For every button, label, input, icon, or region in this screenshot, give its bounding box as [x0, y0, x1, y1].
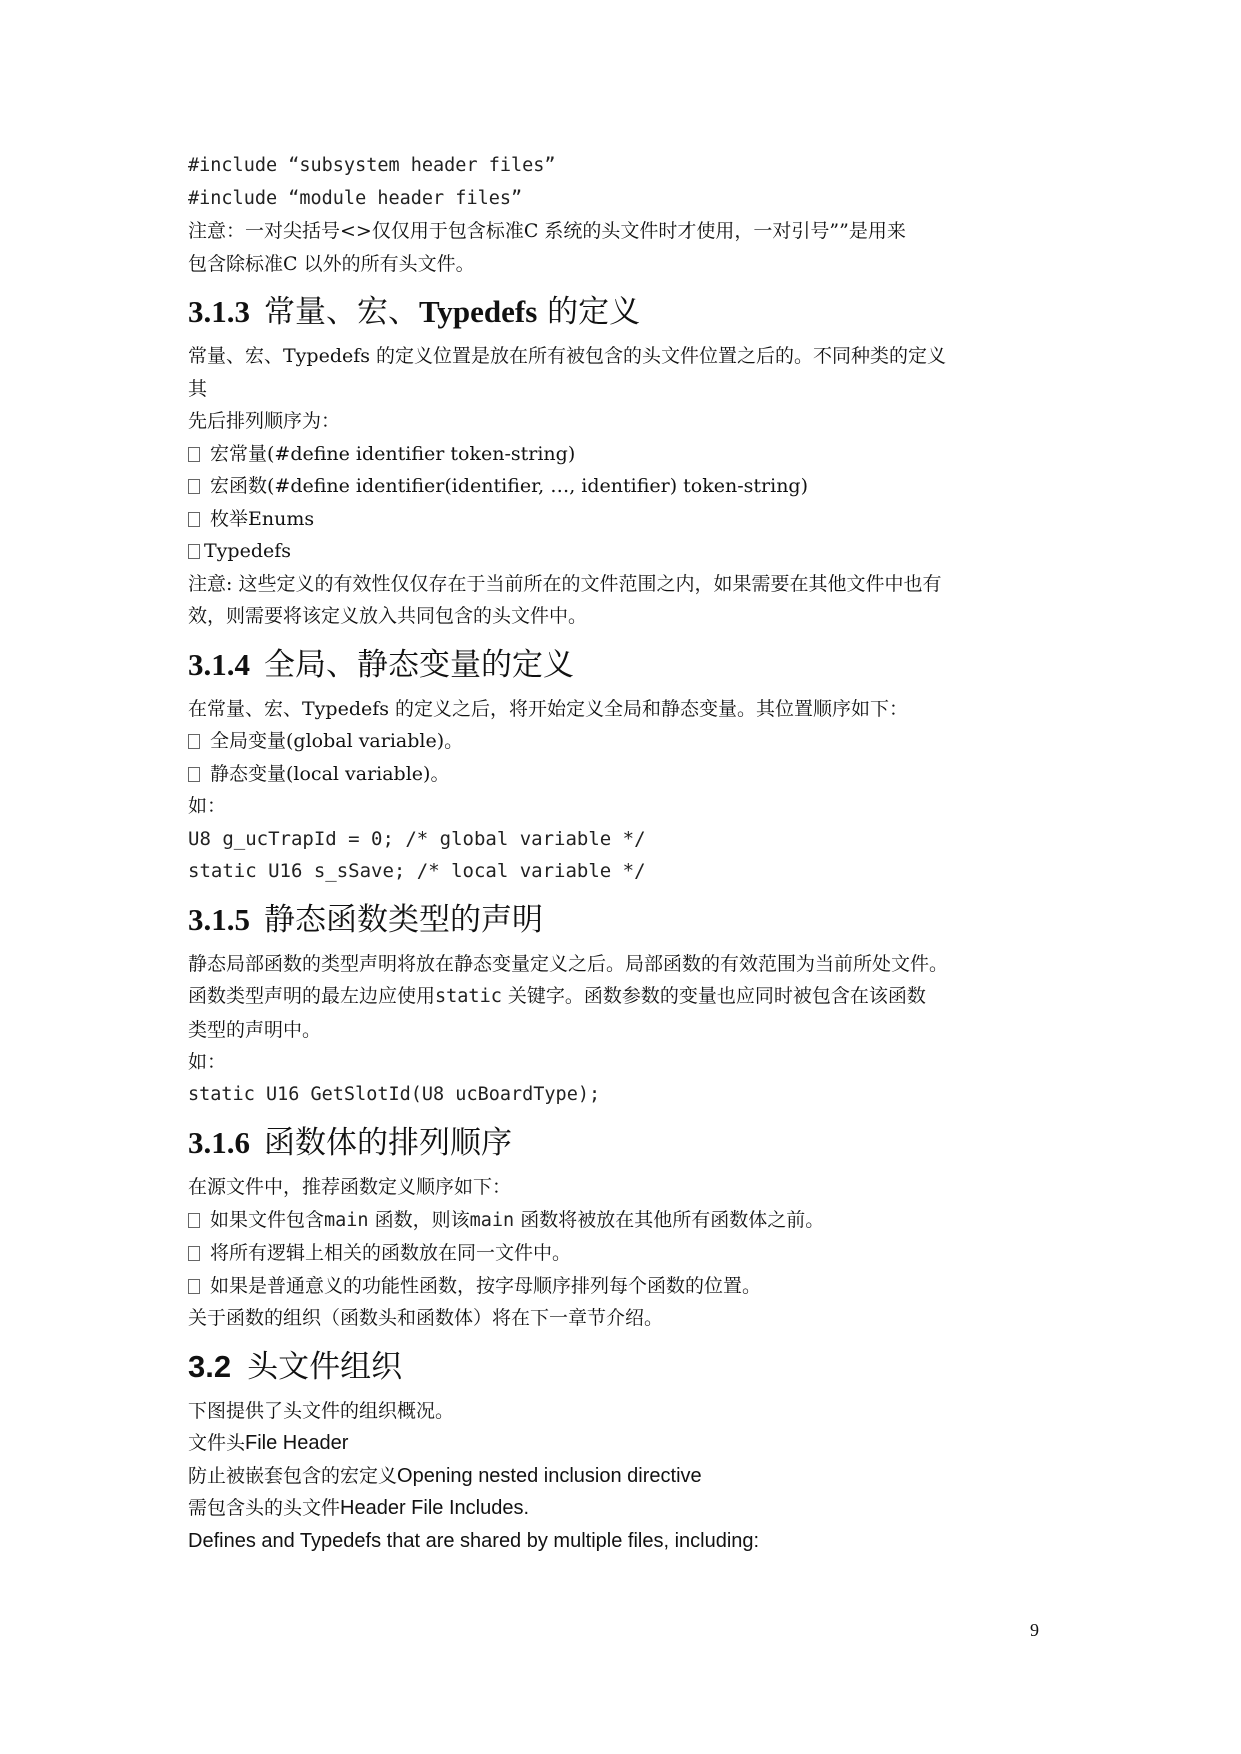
heading-3-1-4-title: 全局、静态变量的定义: [264, 646, 574, 683]
list-item: [188, 1204, 1068, 1238]
heading-3-2-title: 头文件组织: [247, 1348, 403, 1385]
page-content: [188, 150, 1068, 1557]
s314-code-line-1: U8 g_ucTrapId = 0; /* global variable */: [188, 827, 646, 850]
list-item: [188, 1270, 1068, 1303]
heading-3-1-4-number: 3.1.4: [188, 646, 250, 682]
s313-para-line-2: 其: [188, 377, 208, 400]
s32-line-1-cn: 文件头: [188, 1432, 246, 1454]
s313-para-line-1: 常量、宏、Typedefs 的定义位置是放在所有被包含的头文件位置之后的。不同种类的定义: [188, 345, 947, 367]
include-note-line-2: 包含除标准C 以外的所有头文件。: [188, 252, 475, 275]
bullet-box-icon: [188, 1279, 200, 1294]
heading-3-1-5-title: 静态函数类型的声明: [264, 901, 543, 938]
list-item: [188, 1237, 1068, 1270]
bullet-box-icon: [188, 767, 200, 782]
list-item: [188, 438, 1068, 471]
s32-line-2-en: Opening nested inclusion directive: [397, 1464, 702, 1487]
s314-example-label: 如：: [188, 795, 227, 817]
list-item: [188, 503, 1068, 536]
include-note-line-1: 注意：一对尖括号<>仅仅用于包含标准C 系统的头文件时才使用，一对引号””是用来: [188, 220, 906, 242]
s316-bullet1-code1: main: [324, 1209, 369, 1231]
heading-3-1-3-title-part1: 常量、宏、: [264, 294, 419, 330]
bullet-box-icon: [188, 479, 200, 494]
bullet-box-icon: [188, 1246, 200, 1261]
heading-3-1-4: [188, 645, 1068, 685]
list-item-text: 宏函数(#define identifier(identifier, …, identifier) token-string): [210, 475, 809, 497]
s314-para: 在常量、宏、Typedefs 的定义之后，将开始定义全局和静态变量。其位置顺序如下：: [188, 697, 909, 720]
s32-line-2-cn: 防止被嵌套包含的宏定义: [188, 1464, 398, 1487]
list-item-text: Typedefs: [204, 540, 292, 562]
s316-bullet1-b: 函数，则该: [368, 1208, 470, 1231]
list-item-text: 如果是普通意义的功能性函数，按字母顺序排列每个函数的位置。: [210, 1274, 762, 1297]
s32-line-4: Defines and Typedefs that are shared by multiple files, including:: [188, 1529, 760, 1552]
s316-para: 在源文件中，推荐函数定义顺序如下：: [188, 1176, 512, 1198]
heading-3-1-6: [188, 1123, 1068, 1163]
s32-line-1-en: File Header: [245, 1432, 349, 1454]
list-item-text: 枚举Enums: [210, 507, 315, 530]
s313-note-line-2: 效，则需要将该定义放入共同包含的头文件中。: [188, 605, 588, 627]
heading-3-2: [188, 1347, 1068, 1387]
list-item: [188, 535, 1068, 568]
heading-3-1-3: [188, 292, 1068, 332]
s315-para-line-2: [188, 980, 1068, 1014]
s316-bullet1-c: 函数将被放在其他所有函数体之前。: [514, 1208, 825, 1231]
s315-para-line-2-b: 关键字。函数参数的变量也应同时被包含在该函数: [501, 985, 926, 1007]
s32-line-3: [188, 1492, 1068, 1525]
s315-para-line-3: 类型的声明中。: [188, 1018, 322, 1041]
s32-line-2: [188, 1460, 1068, 1493]
s315-code-line: static U16 GetSlotId(U8 ucBoardType);: [188, 1083, 601, 1105]
s315-example-label: 如：: [188, 1051, 227, 1073]
heading-3-2-number: 3.2: [188, 1348, 232, 1384]
heading-3-1-3-title-bold: Typedefs: [419, 294, 538, 329]
list-item-text: 宏常量(#define identifier token-string): [210, 442, 576, 465]
list-item-text: 静态变量(local variable)。: [210, 762, 450, 785]
heading-3-1-3-number: 3.1.3: [188, 294, 250, 329]
bullet-box-icon: [188, 734, 200, 749]
heading-3-1-6-number: 3.1.6: [188, 1125, 250, 1160]
s32-line-3-en: Header File Includes.: [340, 1497, 529, 1519]
bullet-box-icon: [188, 1213, 200, 1228]
s313-para-line-3: 先后排列顺序为：: [188, 410, 341, 432]
s32-line-1: [188, 1427, 1068, 1460]
list-item-text: 将所有逻辑上相关的函数放在同一文件中。: [210, 1242, 572, 1264]
list-item: [188, 725, 1068, 758]
page-number: 9: [1030, 1620, 1039, 1640]
s32-para: 下图提供了头文件的组织概况。: [188, 1399, 455, 1422]
bullet-box-icon: [188, 512, 200, 527]
heading-3-1-5-number: 3.1.5: [188, 901, 250, 937]
s315-para-line-1: 静态局部函数的类型声明将放在静态变量定义之后。局部函数的有效范围为当前所处文件。: [188, 952, 949, 975]
list-item-text: 全局变量(global variable)。: [210, 730, 464, 752]
s316-bullet1-code2: main: [469, 1209, 515, 1231]
s313-note-line-1: 注意: 这些定义的有效性仅仅存在于当前所在的文件范围之内，如果需要在其他文件中也有: [188, 572, 942, 595]
s316-bullet1-a: 如果文件包含: [210, 1208, 325, 1231]
include-module-line: #include “module header files”: [188, 187, 523, 209]
s316-closing: 关于函数的组织（函数头和函数体）将在下一章节介绍。: [188, 1307, 664, 1329]
s32-line-3-cn: 需包含头的头文件: [188, 1497, 341, 1519]
s315-para-line-2-a: 函数类型声明的最左边应使用: [188, 985, 436, 1007]
s314-code-line-2: static U16 s_sSave; /* local variable */: [188, 860, 646, 882]
heading-3-1-3-title-part2: 的定义: [537, 294, 641, 330]
list-item: [188, 470, 1068, 503]
bullet-box-icon: [188, 544, 200, 559]
heading-3-1-5: [188, 900, 1068, 940]
s315-para-line-2-code: static: [435, 986, 502, 1007]
bullet-box-icon: [188, 447, 200, 462]
heading-3-1-6-title: 函数体的排列顺序: [264, 1125, 512, 1161]
include-subsystem-line: #include “subsystem header files”: [188, 155, 556, 176]
list-item: [188, 758, 1068, 791]
